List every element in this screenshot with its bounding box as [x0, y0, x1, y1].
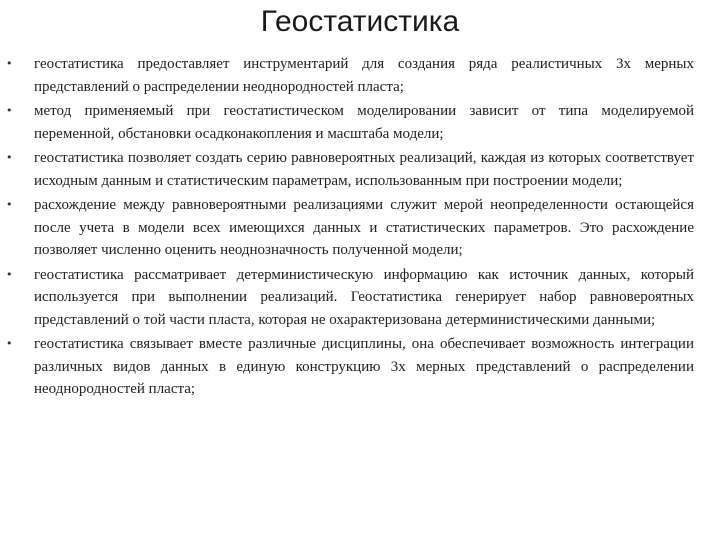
bullet-dot-icon: •	[6, 267, 13, 281]
list-item-text: метод применяемый при геостатистическом моделировании зависит от типа моделируемой переменной, обстановки осадконакопления и масштаба модели;	[34, 103, 694, 142]
list-item	[0, 147, 720, 192]
list-item	[0, 53, 720, 98]
list-item-text: геостатистика связывает вместе различные дисциплины, она обеспечивает возможность интеграции различных видов данных в единую конструкцию 3х мерных представлений о распределении неоднородностей пласта;	[34, 336, 694, 397]
bullet-dot-icon: •	[6, 57, 13, 70]
list-item	[0, 333, 720, 401]
list-item-text: геостатистика рассматривает детерминистическую информацию как источник данных, который используется при выполнении реализаций. Геостатистика генерирует набор равновероятных представлений о той части пласта, которая не охарактеризована детерминистическими данными;	[34, 266, 694, 328]
bullet-dot-icon: •	[6, 198, 13, 211]
list-item	[0, 100, 720, 145]
slide-title: Геостатистика	[260, 5, 460, 38]
list-item-text: геостатистика позволяет создать серию равновероятных реализаций, каждая из которых соответствует исходным данным и статистическим параметрам, использованным при построении модели;	[34, 150, 694, 189]
bullet-dot-icon: •	[6, 337, 13, 350]
list-item	[0, 264, 720, 332]
bullet-dot-icon: •	[6, 104, 13, 117]
list-item-text: расхождение между равновероятными реализациями служит мерой неопределенности остающейся после учета в модели всех имеющихся данных и статистических параметров. Это расхождение позволяет численно оценить неоднозначность полученной модели;	[34, 197, 694, 258]
list-item	[0, 194, 720, 262]
bullet-list	[0, 53, 720, 401]
list-item-text: геостатистика предоставляет инструментарий для создания ряда реалистичных 3х мерных представлений о распределении неоднородностей пласта;	[34, 56, 694, 95]
bullet-dot-icon: •	[6, 151, 13, 164]
